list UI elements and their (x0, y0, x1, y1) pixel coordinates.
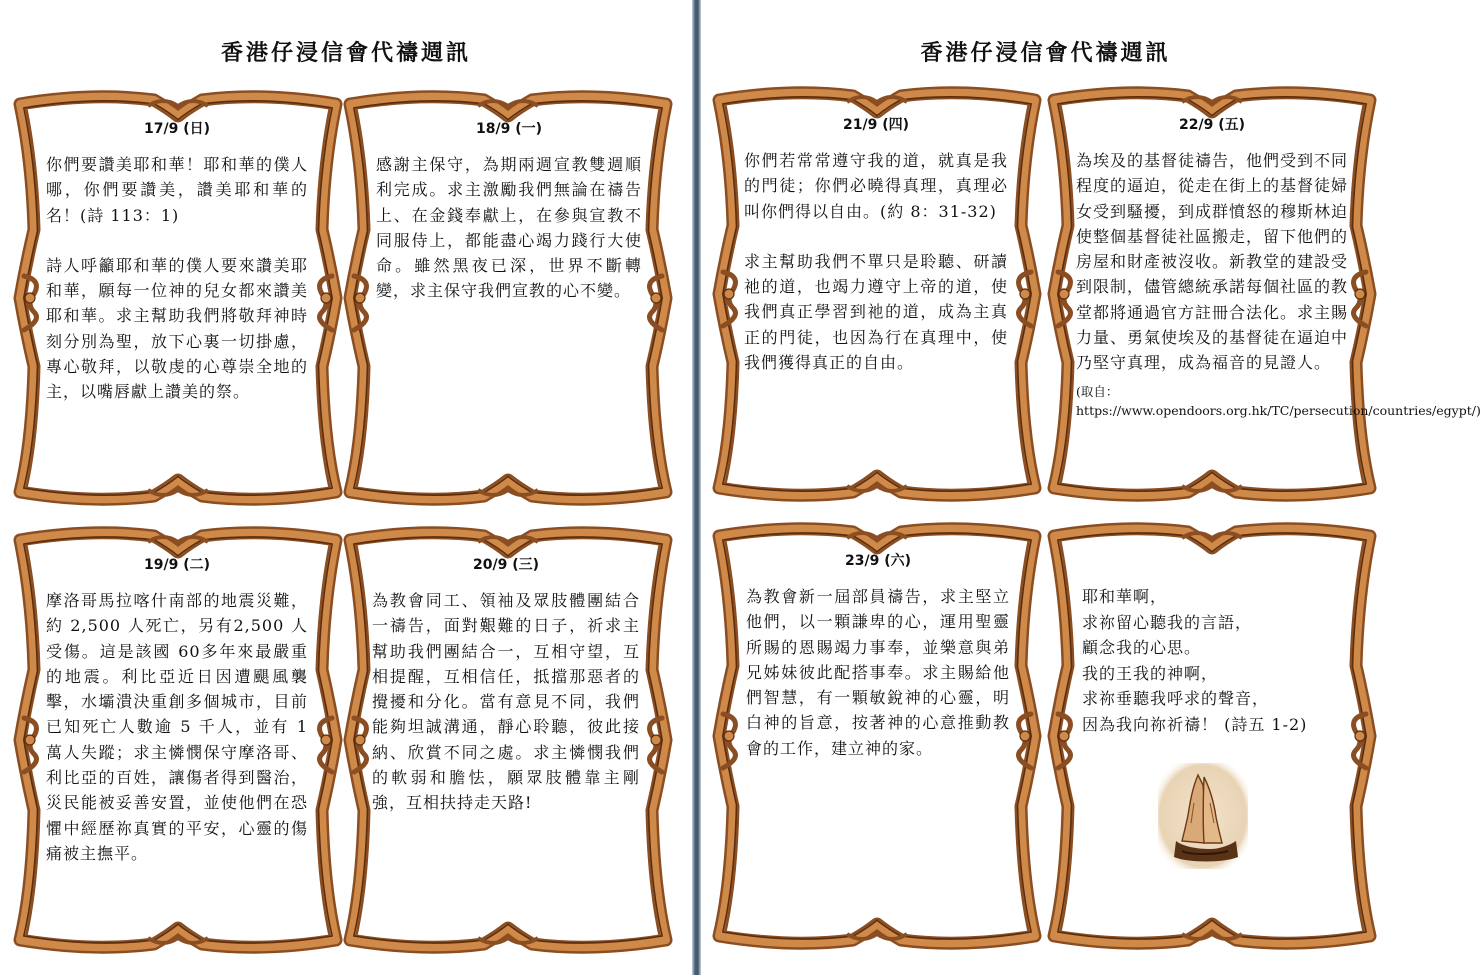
scroll-knot (724, 731, 734, 741)
page-divider (692, 0, 701, 975)
prayer-card-0923 (746, 550, 1010, 761)
poem-line: 耶和華啊， (1082, 587, 1168, 606)
card-date: 22/9 (五) (1178, 117, 1245, 133)
scroll-knot (1355, 289, 1365, 299)
poem-line: 顧念我的心思。 (1082, 638, 1202, 657)
card-date: 17/9 (日) (143, 121, 210, 137)
card-date: 23/9 (六) (844, 553, 911, 569)
scroll-knot (1059, 289, 1069, 299)
scroll-knot (1355, 731, 1365, 741)
scroll-knot (25, 735, 35, 745)
prayer-card-poem (1082, 572, 1344, 873)
poem-line: 求祢留心聽我的言語， (1082, 612, 1253, 632)
scroll-knot (651, 293, 661, 303)
card-date: 20/9 (三) (472, 557, 539, 573)
card-paragraph: 求主幫助我們不單只是聆聽、研讀祂的道，也竭力遵守上帝的道，使我們真正學習到祂的道，成為主真正的門徒，也因為行在真理中，使我們獲得真正的自由。 (744, 251, 1008, 373)
prayer-card-0920 (372, 554, 640, 816)
prayer-card-0921 (744, 114, 1008, 375)
scroll-knot (355, 735, 365, 745)
poem-line: 因為我向祢祈禱！ (詩五 1-2) (1082, 714, 1308, 734)
card-date: 18/9 (一) (475, 121, 542, 137)
prayer-card-0918 (376, 118, 642, 304)
card-date: 21/9 (四) (842, 117, 909, 133)
source-credit: (取自：https://www.opendoors.org.hk/TC/persecution/countries/egypt/) (1076, 383, 1481, 418)
card-paragraph: 詩人呼籲耶和華的僕人要來讚美耶和華，願每一位神的兒女都來讚美耶和華。求主幫助我們將敬拜神時刻分別為聖，放下心裏一切掛慮，專心敬拜，以敬虔的心尊崇全地的主，以嘴唇獻上讚美的祭。 (46, 255, 308, 402)
card-paragraph: 你們要讚美耶和華！耶和華的僕人哪，你們要讚美，讚美耶和華的名！(詩 113：1) (46, 155, 308, 225)
card-paragraph: 感謝主保守，為期兩週宣教雙週順利完成。求主激勵我們無論在禱告上、在金錢奉獻上，在參與宣教不同服侍上，都能盡心竭力踐行大使命。雖然黑夜已深，世界不斷轉變，求主保守我們宣教的心不變。 (376, 155, 642, 301)
scroll-knot (1020, 289, 1030, 299)
scroll-knot (321, 735, 331, 745)
card-paragraph: 摩洛哥馬拉喀什南部的地震災難，約 2,500 人死亡，另有2,500 人受傷。這是該國 60多年來最嚴重的地震。利比亞近日因遭颶風襲擊，水壩潰決重創多個城市，目前已知死亡人數逾 5 千人，並有 1 萬人失蹤；求主憐憫保守摩洛哥、利比亞的百姓，讓傷者得到醫治，災民能被妥善安置，並使他們在恐懼中經歷祢真實的平安，心靈的傷痛被主撫平。 (46, 591, 308, 863)
prayer-card-0917 (46, 118, 308, 405)
poem-line: 求祢垂聽我呼求的聲音， (1082, 689, 1270, 708)
card-paragraph: 為教會新一屆部員禱告，求主堅立他們，以一顆謙卑的心，運用聖靈所賜的恩賜竭力事奉，並樂意與弟兄姊妹彼此配搭事奉。求主賜給他們智慧，有一顆敏銳神的心靈，明白神的旨意，按著神的心意推動教會的工作，建立神的家。 (746, 587, 1010, 758)
praying-hands-icon (1158, 763, 1248, 869)
prayer-card-0922 (1076, 114, 1481, 420)
psalm-poem (1082, 584, 1344, 737)
poem-line: 我的王我的神啊， (1082, 663, 1219, 683)
scroll-knot (651, 735, 661, 745)
page-title-left: 香港仔浸信會代禱週訊 (220, 40, 471, 66)
scroll-knot (1059, 731, 1069, 741)
scroll-knot (321, 293, 331, 303)
scroll-knot (25, 293, 35, 303)
scroll-knot (355, 293, 365, 303)
prayer-card-0919 (46, 554, 308, 866)
card-paragraph: 你們若常常遵守我的道，就真是我的門徒；你們必曉得真理，真理必叫你們得以自由。(約 8：31-32) (744, 151, 1008, 221)
scroll-knot (724, 289, 734, 299)
scroll-knot (1020, 731, 1030, 741)
page-title-right: 香港仔浸信會代禱週訊 (920, 40, 1171, 66)
card-paragraph: 為埃及的基督徒禱告，他們受到不同程度的逼迫，從走在街上的基督徒婦女受到騷擾，到成群憤怒的穆斯林迫使整個基督徒社區搬走，留下他們的房屋和財產被沒收。新教堂的建設受到限制，儘管總統承諾每個社區的教堂都將通過官方註冊合法化。求主賜力量、勇氣使埃及的基督徒在逼迫中乃堅守真理，成為福音的見證人。 (1076, 151, 1349, 373)
card-paragraph: 為教會同工、領袖及眾肢體團結合一禱告，面對艱難的日子，祈求主幫助我們團結合一，互相守望，互相提醒，互相信任，抵擋那惡者的攪擾和分化。當有意見不同，我們能夠坦誠溝通，靜心聆聽，彼此接納、欣賞不同之處。求主憐憫我們的軟弱和膽怯，願眾肢體靠主剛強，互相扶持走天路! (372, 591, 640, 813)
card-date: 19/9 (二) (143, 557, 210, 573)
